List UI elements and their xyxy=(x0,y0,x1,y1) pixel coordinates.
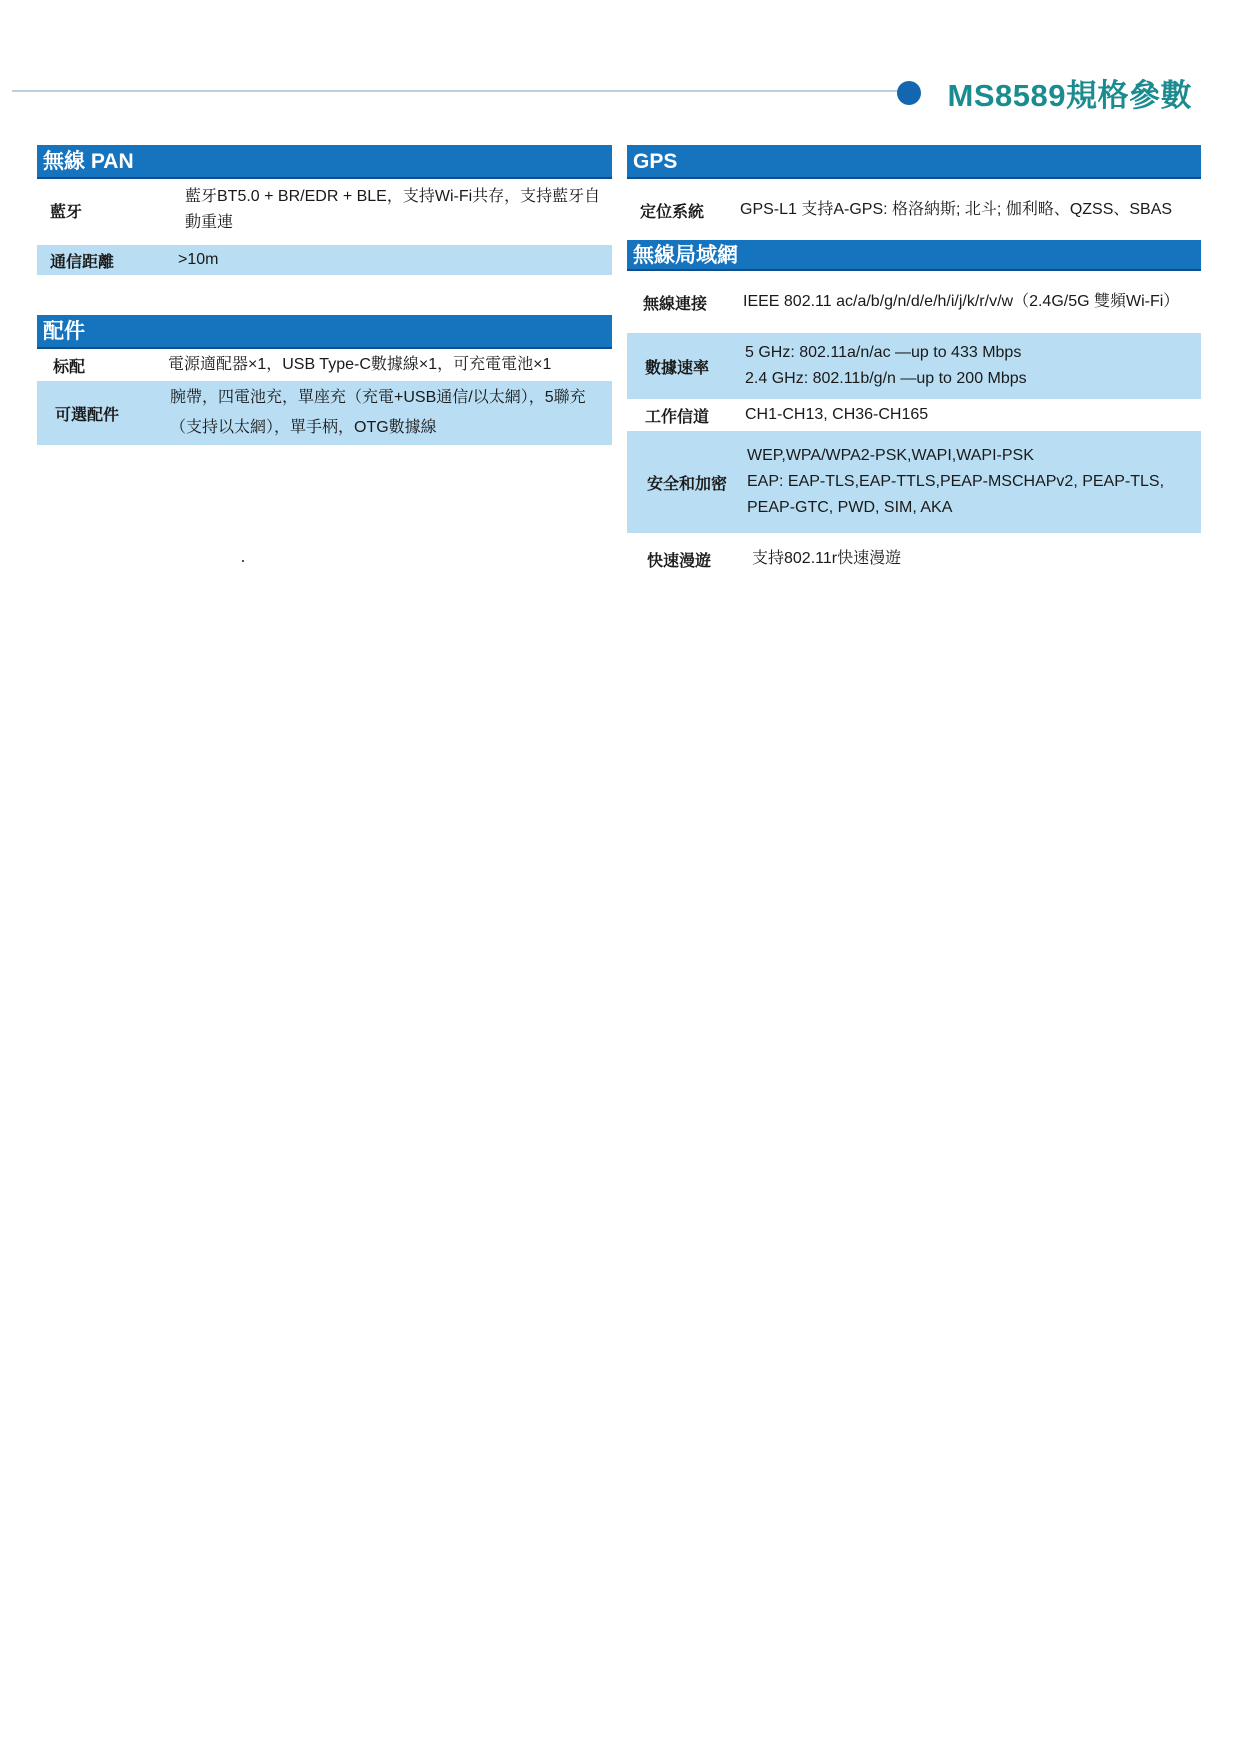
spec-label: 工作信道 xyxy=(645,408,710,426)
spec-value: 腕帶，四電池充，單座充（充電+USB通信/以太網），5聯充（支持以太網），單手柄，OTG數據線 xyxy=(170,389,586,436)
spec-label: 标配 xyxy=(53,358,86,376)
section-wireless-pan xyxy=(37,145,612,275)
spec-value: 藍牙BT5.0 + BR/EDR + BLE，支持Wi-Fi共存，支持藍牙自動重連 xyxy=(185,188,601,231)
spec-value: IEEE 802.11 ac/a/b/g/n/d/e/h/i/j/k/r/v/w（2.4G/5G 雙頻Wi-Fi） xyxy=(743,293,1180,310)
spec-value-line: 5 GHz: 802.11a/n/ac —up to 433 Mbps xyxy=(745,344,1022,361)
spec-label: 定位系統 xyxy=(640,203,705,221)
spec-row-fast-roaming xyxy=(627,533,1201,585)
spec-value: 電源適配器×1，USB Type-C數據線×1，可充電電池×1 xyxy=(168,356,552,373)
spec-label: 數據速率 xyxy=(645,359,710,377)
spec-label: 通信距離 xyxy=(50,253,115,271)
spec-label: 可選配件 xyxy=(55,406,120,424)
section-wlan xyxy=(627,240,1201,585)
section-gps xyxy=(627,145,1201,241)
spec-row-channels xyxy=(627,399,1201,431)
spec-label: 安全和加密 xyxy=(647,475,728,493)
section-header-wlan: 無線局域網 xyxy=(627,240,1201,271)
header-rule xyxy=(12,90,907,92)
spec-value xyxy=(747,443,1187,521)
spec-value xyxy=(745,340,1027,392)
stray-dot-mark xyxy=(242,560,244,562)
spec-value-line: 2.4 GHz: 802.11b/g/n —up to 200 Mbps xyxy=(745,370,1027,387)
section-header-wireless-pan: 無線 PAN xyxy=(37,145,612,179)
spec-value-line: EAP: EAP-TLS,EAP-TTLS,PEAP-MSCHAPv2, PEAP-TLS, PEAP-GTC, PWD, SIM, AKA xyxy=(747,473,1165,516)
spec-label: 無線連接 xyxy=(643,295,708,313)
spec-value: GPS-L1 支持A-GPS: 格洛納斯; 北斗; 伽利略、QZSS、SBAS xyxy=(740,201,1173,218)
spec-label: 快速漫遊 xyxy=(647,552,712,570)
spec-row-wireless-connection xyxy=(627,271,1201,333)
section-header-accessories: 配件 xyxy=(37,315,612,349)
spec-row-optional xyxy=(37,381,612,445)
spec-row-standard xyxy=(37,349,612,381)
header-dot-marker xyxy=(897,81,921,105)
section-header-gps: GPS xyxy=(627,145,1201,179)
page-title: MS8589規格參數 xyxy=(947,78,1192,113)
spec-row-security xyxy=(627,431,1201,533)
section-accessories xyxy=(37,315,612,445)
spec-row-range xyxy=(37,245,612,275)
spec-value: 支持802.11r快速漫遊 xyxy=(752,550,902,567)
spec-row-bluetooth xyxy=(37,179,612,241)
spec-row-positioning xyxy=(627,179,1201,241)
spec-label: 藍牙 xyxy=(50,203,83,221)
spec-row-data-rate xyxy=(627,333,1201,399)
spec-value: >10m xyxy=(178,251,219,268)
spec-value-line: WEP,WPA/WPA2-PSK,WAPI,WAPI-PSK xyxy=(747,447,1034,464)
spec-value: CH1-CH13, CH36-CH165 xyxy=(745,406,929,423)
